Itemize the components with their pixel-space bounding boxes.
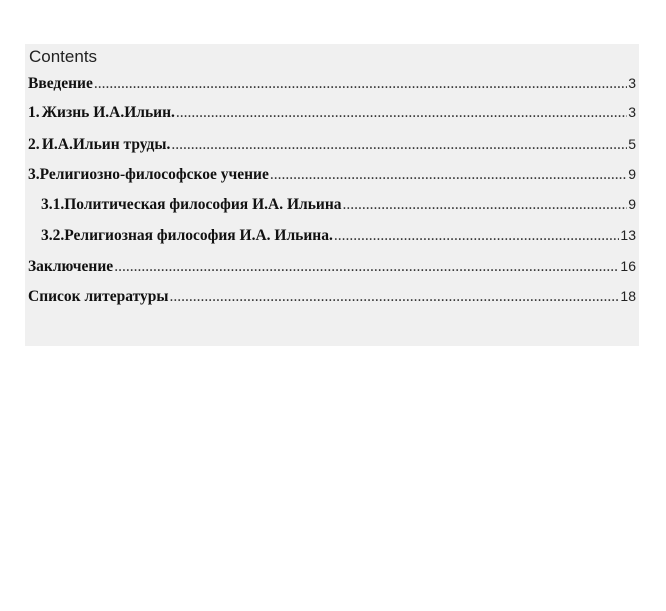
toc-page-number: 13 — [620, 227, 636, 243]
toc-page-number: 18 — [620, 288, 636, 304]
toc-entry-text: Список литературы — [28, 288, 169, 305]
toc-entry-number: 2. — [28, 136, 40, 153]
toc-entry-text: Заключение — [28, 258, 114, 275]
toc-dot-leader — [94, 74, 627, 94]
toc-entry-text: Введение — [28, 75, 93, 92]
toc-entry-text: Религиозно-философское учение — [39, 166, 269, 183]
toc-dot-leader — [343, 195, 628, 215]
toc-dot-leader — [270, 165, 627, 185]
toc-entry-number: 3. — [28, 166, 40, 183]
toc-page-number: 16 — [620, 258, 636, 274]
toc-entry-text: Жизнь И.А.Ильин. — [41, 104, 175, 121]
toc-entry-chapter-1[interactable] — [25, 102, 639, 122]
toc-title: Contents — [29, 47, 98, 66]
toc-entry-introduction[interactable] — [25, 73, 639, 93]
table-of-contents — [25, 44, 639, 346]
toc-entry-number: 3.1. — [41, 196, 65, 213]
toc-page-number: 9 — [628, 196, 636, 212]
toc-dot-leader — [171, 135, 627, 155]
toc-dot-leader — [114, 257, 619, 277]
toc-entry-text: И.А.Ильин труды. — [41, 136, 171, 153]
toc-entry-section-3-1[interactable] — [25, 194, 639, 214]
toc-page-number: 3 — [628, 104, 636, 120]
toc-page-number: 3 — [628, 75, 636, 91]
toc-entry-chapter-2[interactable] — [25, 134, 639, 154]
toc-entry-number: 3.2. — [41, 227, 65, 244]
toc-entry-chapter-3[interactable] — [25, 164, 639, 184]
toc-entry-number: 1. — [28, 104, 40, 121]
toc-entry-section-3-2[interactable] — [25, 225, 639, 245]
toc-entry-text: Политическая философия И.А. Ильина — [64, 196, 342, 213]
toc-entry-text: Религиозная философия И.А. Ильина. — [64, 227, 333, 244]
toc-dot-leader — [176, 103, 627, 123]
toc-page-number: 5 — [628, 136, 636, 152]
toc-dot-leader — [169, 287, 619, 307]
toc-entry-conclusion[interactable] — [25, 256, 639, 276]
toc-dot-leader — [334, 226, 620, 246]
toc-entry-bibliography[interactable] — [25, 286, 639, 306]
toc-page-number: 9 — [628, 166, 636, 182]
